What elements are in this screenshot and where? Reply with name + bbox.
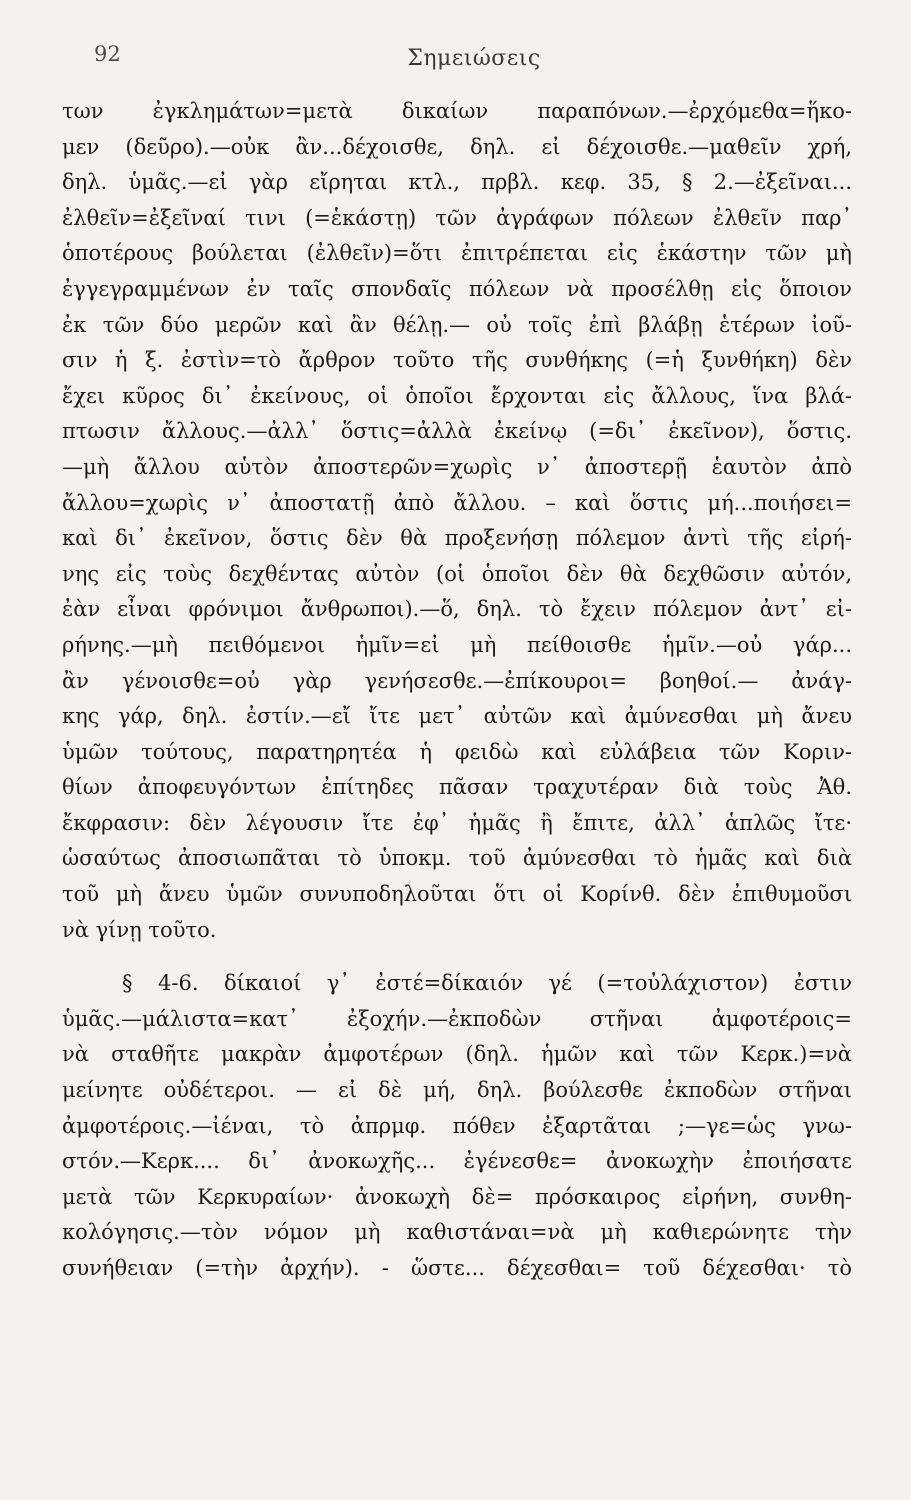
- text-line: καὶ δι᾽ ἐκεῖνον, ὅστις δὲν θὰ προξενήσῃ πόλεμον ἀντὶ τῆς εἰρή-: [62, 526, 852, 551]
- text-line: των ἐγκλημάτων=μετὰ δικαίων παραπόνων.—ἐρχόμεθα=ἥκο-: [62, 99, 852, 123]
- text-line: ὡσαύτως ἀποσιωπᾶται τὸ ὑποκμ. τοῦ ἀμύνεσθαι τὸ ἡμᾶς καὶ διὰ: [62, 846, 852, 871]
- text-line: ὁποτέρους βούλεται (ἐλθεῖν)=ὅτι ἐπιτρέπεται εἰς ἑκάστην τῶν μὴ: [62, 241, 852, 266]
- text-line: ἐὰν εἶναι φρόνιμοι ἄνθρωποι).—ὅ, δηλ. τὸ ἔχειν πόλεμον ἀντ᾽ εἰ-: [62, 597, 852, 622]
- text-line: μετὰ τῶν Κερκυραίων· ἀνοκωχὴ δὲ= πρόσκαιρος εἰρήνη, συνθη-: [62, 1184, 852, 1209]
- text-line: μεν (δεῦρο).—οὐκ ἂν...δέχοισθε, δηλ. εἰ δέχοισθε.—μαθεῖν χρή,: [62, 134, 852, 159]
- text-line: ἔχει κῦρος δι᾽ ἐκείνους, οἱ ὁποῖοι ἔρχονται εἰς ἄλλους, ἵνα βλά-: [62, 383, 852, 408]
- page-number: 92: [94, 42, 121, 66]
- text-line: συνήθειαν (=τὴν ἀρχήν). - ὥστε... δέχεσθαι= τοῦ δέχεσθαι· τὸ: [62, 1256, 852, 1280]
- running-title: Σημειώσεις: [407, 46, 541, 71]
- text-line: ἔκφρασιν: δὲν λέγουσιν ἴτε ἐφ᾽ ἡμᾶς ἢ ἔπιτε, ἀλλ᾽ ἁπλῶς ἴτε·: [62, 810, 852, 835]
- text-line: ὑμῶν τούτους, παρατηρητέα ἡ φειδὼ καὶ εὐλάβεια τῶν Κοριν-: [62, 739, 852, 764]
- text-line: ἂν γένοισθε=οὐ γὰρ γενήσεσθε.—ἐπίκουροι= βοηθοί.— ἀνάγ-: [62, 668, 852, 693]
- text-line: ἀμφοτέροις.—ἰέναι, τὸ ἀπρμφ. πόθεν ἐξαρτᾶται ;—γε=ὡς γνω-: [62, 1113, 852, 1138]
- text-line: νὰ γίνῃ τοῦτο.: [62, 917, 217, 942]
- text-line: μείνητε οὐδέτεροι. — εἰ δὲ μή, δηλ. βούλεσθε ἐκποδὼν στῆναι: [62, 1078, 852, 1103]
- text-line: ὑμᾶς.—μάλιστα=κατ᾽ ἐξοχήν.—ἐκποδὼν στῆναι ἀμφοτέροις=: [62, 1006, 852, 1031]
- text-line: σιν ἡ ξ. ἐστὶν=τὸ ἄρθρον τοῦτο τῆς συνθήκης (=ἡ ξυνθήκη) δὲν: [62, 348, 852, 373]
- page-header: [94, 42, 854, 78]
- text-line: δηλ. ὑμᾶς.—εἰ γὰρ εἴρηται κτλ., πρβλ. κεφ. 35, § 2.—ἐξεῖναι...: [62, 170, 852, 195]
- text-line: νης εἰς τοὺς δεχθέντας αὐτὸν (οἱ ὁποῖοι δὲν θὰ δεχθῶσιν αὐτόν,: [62, 561, 852, 586]
- text-line: πτωσιν ἄλλους.—ἀλλ᾽ ὅστις=ἀλλὰ ἐκείνῳ (=δι᾽ ἐκεῖνον), ὅστις.: [62, 419, 852, 444]
- section-heading-line: § 4-6. δίκαιοί γ᾽ ἐστέ=δίκαιόν γέ (=τοὐλάχιστον) ἐστιν: [122, 971, 852, 996]
- text-line: ἄλλου=χωρὶς ν᾽ ἀποστατῇ ἀπὸ ἄλλου. – καὶ ὅστις μή...ποιήσει=: [62, 490, 852, 515]
- text-line: ἐκ τῶν δύο μερῶν καὶ ἂν θέλῃ.— οὐ τοῖς ἐπὶ βλάβῃ ἑτέρων ἰοῦ-: [62, 312, 852, 337]
- text-line: θίων ἀποφευγόντων ἐπίτηδες πᾶσαν τραχυτέραν διὰ τοὺς Ἀθ.: [62, 775, 852, 800]
- text-line: νὰ σταθῆτε μακρὰν ἀμφοτέρων (δηλ. ἡμῶν καὶ τῶν Κερκ.)=νὰ: [62, 1042, 852, 1067]
- text-line: στόν.—Κερκ.... δι᾽ ἀνοκωχῆς... ἐγένεσθε= ἀνοκωχὴν ἐποιήσατε: [62, 1149, 852, 1174]
- notes-body: [62, 94, 852, 1287]
- text-line: κης γάρ, δηλ. ἐστίν.—εἴ ἴτε μετ᾽ αὐτῶν καὶ ἀμύνεσθαι μὴ ἄνευ: [62, 704, 852, 729]
- text-line: ἐλθεῖν=ἐξεῖναί τινι (=ἑκάστῃ) τῶν ἀγράφων πόλεων ἐλθεῖν παρ᾽: [62, 205, 852, 230]
- text-line: κολόγησις.—τὸν νόμον μὴ καθιστάναι=νὰ μὴ καθιερώνητε τὴν: [62, 1220, 852, 1245]
- text-line: ἐγγεγραμμένων ἐν ταῖς σπονδαῖς πόλεων νὰ προσέλθῃ εἰς ὅποιον: [62, 276, 852, 301]
- text-line: ρήνης.—μὴ πειθόμενοι ἡμῖν=εἰ μὴ πείθοισθε ἡμῖν.—οὐ γάρ...: [62, 632, 852, 657]
- text-line: —μὴ ἄλλου αὑτὸν ἀποστερῶν=χωρὶς ν᾽ ἀποστερῇ ἑαυτὸν ἀπὸ: [62, 454, 852, 479]
- text-line: τοῦ μὴ ἄνευ ὑμῶν συνυποδηλοῦται ὅτι οἱ Κορίνθ. δὲν ἐπιθυμοῦσι: [62, 882, 852, 907]
- paragraph-gap: [62, 948, 852, 966]
